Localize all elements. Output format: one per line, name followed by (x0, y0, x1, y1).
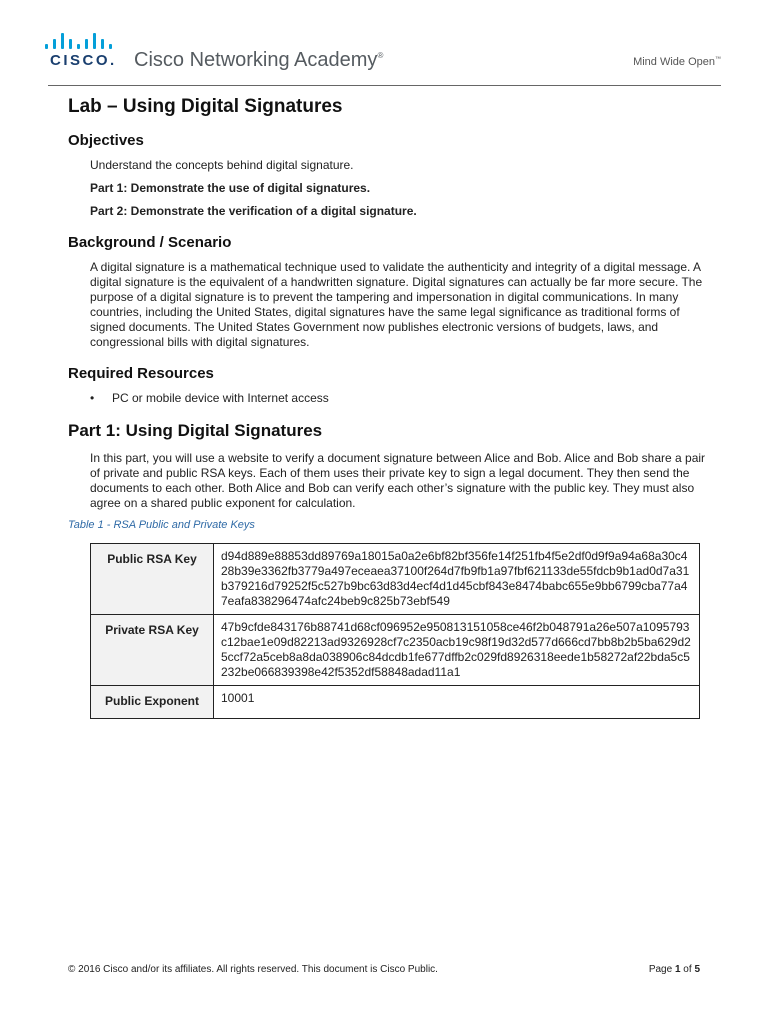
tagline: Mind Wide Open™ (633, 56, 721, 68)
resources-heading: Required Resources (68, 365, 214, 382)
part1-heading: Part 1: Using Digital Signatures (68, 421, 323, 440)
objectives-intro: Understand the concepts behind digital signature. (90, 158, 354, 172)
cisco-wordmark: CISCO. (50, 52, 117, 69)
table-caption: Table 1 - RSA Public and Private Keys (68, 519, 255, 531)
public-exponent-label: Public Exponent (91, 686, 214, 719)
table-row (91, 686, 700, 719)
objective-part-2: Part 2: Demonstrate the verification of a digital signature. (90, 204, 417, 218)
public-exponent-value: 10001 (214, 686, 700, 719)
objectives-heading: Objectives (68, 132, 144, 149)
table-row (91, 544, 700, 615)
background-text: A digital signature is a mathematical technique used to validate the authenticity and integrity of a digital message. A digital signature is the equivalent of a handwritten signature. Digital signatures can actually be far more secure. The purpose of a digital signature is to prevent the tampering and impersonation in digital communications. In many countries, including the United States, digital signatures have the same legal significance as traditional forms of signed documents. The United States Government now publishes electronic versions of budgets, laws, and congressional bills with digital signatures. (90, 260, 703, 349)
public-rsa-key-value: d94d889e88853dd89769a18015a0a2e6bf82bf356fe14f251fb4f5e2df0d9f9a94a68a30c428b39e3362fb3779a497eceaea37100f264d7fb9fb1a97fbf621133de55fdcb9b1ad0d7a31b379216d79252f5c527b9bc63d83d4ecf4d1d45cbf843e8474babc655e9bb6799cba77a47eafa838296474afc24beb9c825b73ebf549 (214, 544, 700, 615)
list-item: • PC or mobile device with Internet access (90, 391, 708, 406)
background-heading: Background / Scenario (68, 234, 232, 251)
copyright-text: © 2016 Cisco and/or its affiliates. All rights reserved. This document is Cisco Public. (68, 964, 438, 975)
page-header (0, 0, 768, 90)
page-title: Lab – Using Digital Signatures (68, 96, 343, 117)
header-divider (48, 85, 721, 86)
table-row (91, 615, 700, 686)
rsa-keys-table (90, 543, 700, 719)
page-footer (68, 964, 700, 975)
resources-list (90, 391, 708, 406)
document-body (68, 96, 708, 719)
public-rsa-key-label: Public RSA Key (91, 544, 214, 615)
part1-text: In this part, you will use a website to verify a document signature between Alice and Bob. Alice and Bob share a pair of private and public RSA keys. Each of them uses their private key to sign a legal document. They then send the documents to each other. Both Alice and Bob can verify each other’s signature with the public key. They must also agree on a shared public exponent for calculation. (90, 451, 706, 510)
page-number: Page 1 of 5 (648, 964, 700, 975)
private-rsa-key-label: Private RSA Key (91, 615, 214, 686)
private-rsa-key-value: 47b9cfde843176b88741d68cf096952e950813151058ce46f2b048791a26e507a1095793c12bae1e09d82213ad9326928cf7c2350acb19c98f19d32d577d666cd7bb8b2b5ba629d25ccf72a5ceb8a8da038906c84dcdb1fe677dffb2c029fd8926318eede1b58272af22bda5c5232be066839398e42f5352df58848adad11a1 (214, 615, 700, 686)
cisco-logo-icon (45, 31, 113, 49)
product-name: Cisco Networking Academy® (134, 49, 384, 71)
objective-part-1: Part 1: Demonstrate the use of digital signatures. (90, 181, 371, 195)
